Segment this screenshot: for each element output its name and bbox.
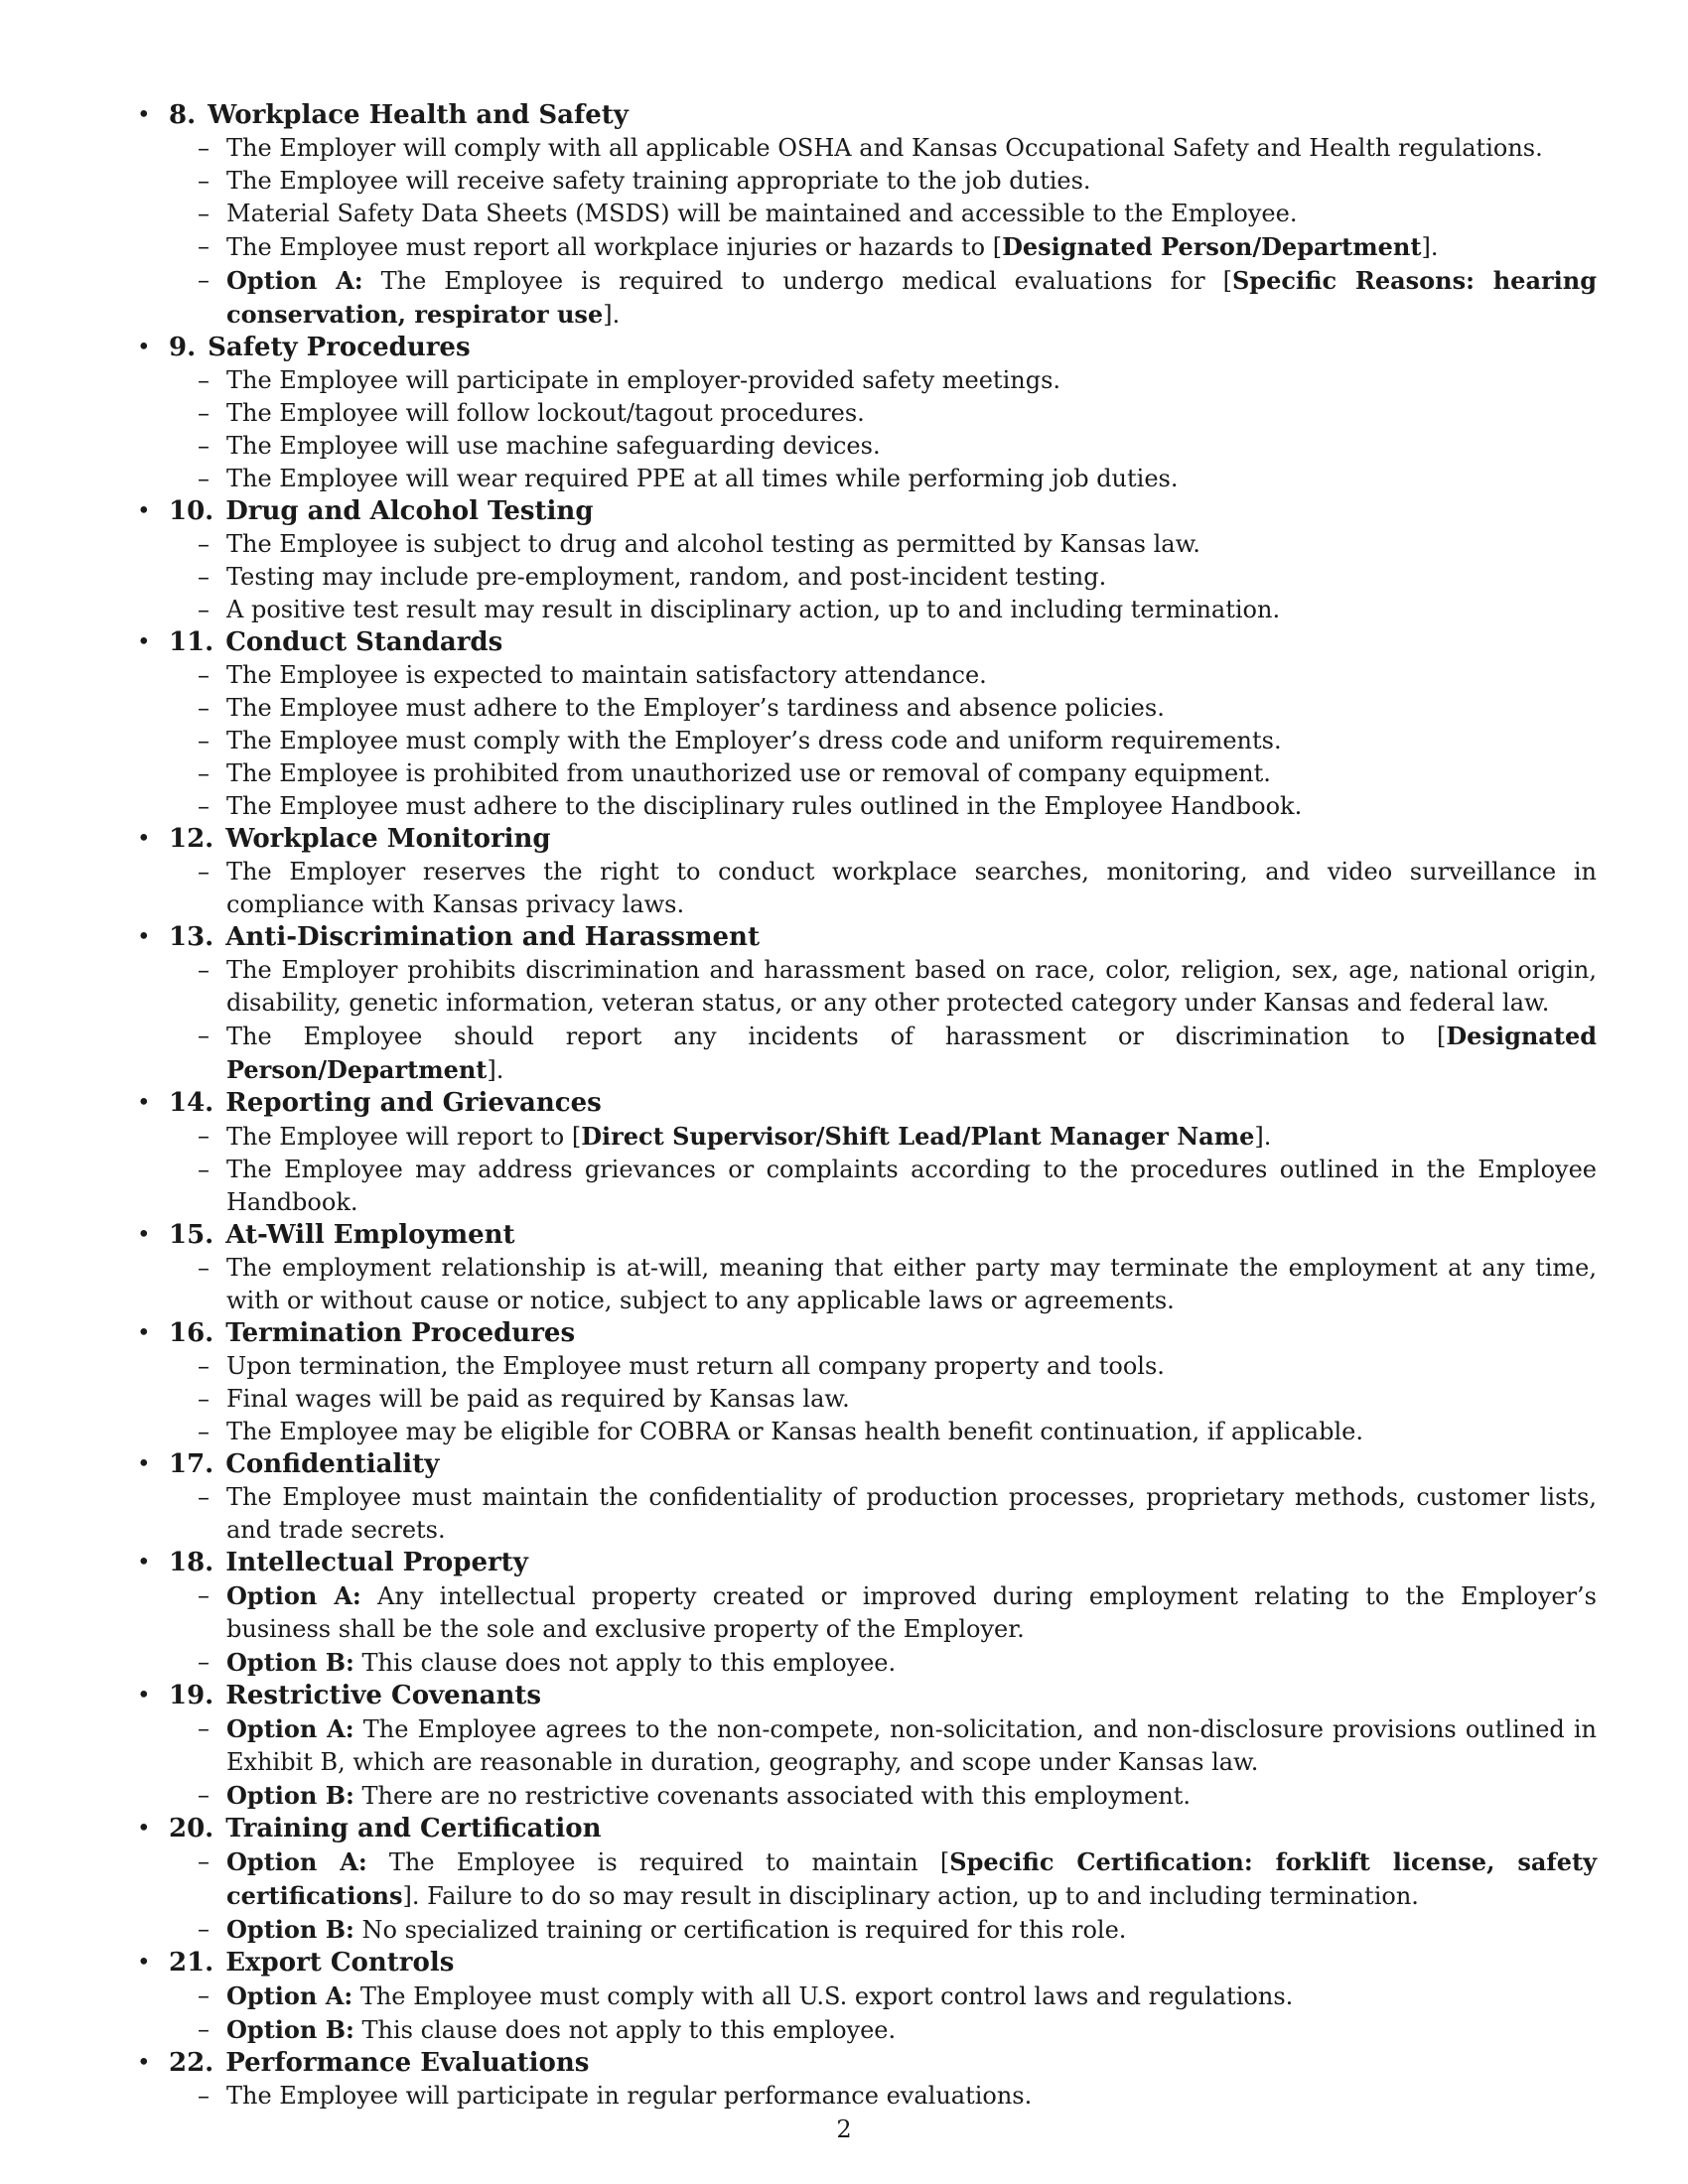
text-run: The Employee will participate in employer-provided safety meetings. [226, 366, 1061, 394]
bold-text: Option A: [226, 1981, 353, 2010]
dash-marker: – [198, 432, 210, 460]
dash-marker: – [198, 1385, 210, 1413]
section [137, 1317, 1597, 1448]
dash-marker: – [198, 1022, 210, 1049]
sub-item-list [169, 2080, 1597, 2113]
dash-marker: – [198, 563, 210, 591]
dash-marker: – [198, 399, 210, 427]
sub-item [198, 1120, 1597, 1154]
section-number: 15. [169, 1220, 214, 1250]
section-number: 14. [169, 1088, 214, 1118]
section-number: 11. [169, 627, 214, 657]
dash-marker: – [198, 1254, 210, 1282]
bold-text: Option A: [226, 266, 363, 295]
text-run: The Employee will wear required PPE at all times while performing job duties. [226, 465, 1179, 492]
section-heading [169, 1087, 1597, 1120]
section-number: 19. [169, 1681, 214, 1710]
bold-text: Option B: [226, 1781, 354, 1810]
dash-marker: – [198, 1418, 210, 1445]
bullet-marker: • [137, 498, 151, 524]
sub-item [198, 725, 1597, 757]
section-number: 20. [169, 1814, 214, 1843]
text-run: The Employee will follow lockout/tagout procedures. [226, 399, 865, 427]
sub-item [198, 1350, 1597, 1383]
dash-marker: – [198, 694, 210, 722]
sub-item [198, 1252, 1597, 1317]
dash-marker: – [198, 1352, 210, 1380]
dash-marker: – [198, 167, 210, 195]
section-number: 17. [169, 1449, 214, 1479]
section-heading [169, 2047, 1597, 2080]
sub-item [198, 1779, 1597, 1813]
text-run: The Employee will participate in regular performance evaluations. [226, 2082, 1033, 2110]
text-run: The Employee will report to [ [226, 1123, 582, 1151]
dash-marker: – [198, 530, 210, 558]
text-run: The Employee may be eligible for COBRA or Kansas health benefit continuation, if applicable. [226, 1418, 1363, 1445]
sub-item [198, 528, 1597, 561]
section-heading [169, 1813, 1597, 1845]
sub-item [198, 1712, 1598, 1779]
section-number: 8. [169, 100, 197, 130]
sub-item [198, 364, 1597, 397]
bullet-marker: • [137, 1816, 151, 1842]
text-run: The employment relationship is at-will, meaning that either party may terminate the employment at any time, with or without cause or notice, subject to any applicable laws or agreements. [226, 1254, 1597, 1314]
section-heading [169, 1219, 1597, 1252]
bullet-marker: • [137, 335, 151, 360]
sub-item-list [169, 1481, 1597, 1547]
dash-marker: – [198, 465, 210, 492]
dash-marker: – [198, 858, 210, 886]
section-heading [169, 1680, 1597, 1712]
text-run: The Employee must maintain the confidentiality of production processes, proprietary methods, customer lists, and trade secrets. [226, 1483, 1597, 1544]
text-run: The Employee will use machine safeguarding devices. [226, 432, 881, 460]
bold-text: Option B: [226, 2015, 354, 2044]
section-title: Reporting and Grievances [225, 1088, 602, 1118]
bold-text: Specific Reasons: hearing conservation, respirator use [226, 266, 1597, 329]
text-run: ]. [1421, 233, 1439, 261]
sub-item [198, 1979, 1597, 2013]
sub-item [198, 757, 1597, 790]
sub-item-list [169, 1712, 1597, 1813]
text-run: Any intellectual property created or improved during employment relating to the Employer’s business shall be the sole and exclusive property of the Employer. [226, 1582, 1597, 1643]
sub-item-list [169, 954, 1597, 1087]
dash-marker: – [198, 200, 210, 227]
section-heading [169, 1317, 1597, 1350]
sub-item-list [169, 659, 1597, 823]
section-title: Confidentiality [225, 1449, 440, 1479]
sub-item [198, 659, 1597, 692]
section [137, 2047, 1597, 2113]
section-number: 16. [169, 1318, 214, 1348]
bold-text: Option A: [226, 1847, 367, 1876]
bullet-marker: • [137, 1451, 151, 1477]
sub-item [198, 594, 1597, 626]
text-run: Material Safety Data Sheets (MSDS) will be maintained and accessible to the Employee. [226, 200, 1298, 227]
section-number: 13. [169, 922, 214, 952]
sub-item [198, 790, 1597, 823]
text-run: ]. [487, 1056, 504, 1084]
text-run: Upon termination, the Employee must return all company property and tools. [226, 1352, 1165, 1380]
sub-item [198, 230, 1597, 264]
bold-text: Designated Person/Department [226, 1022, 1597, 1084]
page-number: 2 [836, 2116, 852, 2143]
sub-item-list [169, 528, 1597, 626]
text-run: ]. [603, 301, 621, 329]
section-heading [169, 332, 1597, 364]
dash-marker: – [198, 661, 210, 689]
document-body [137, 99, 1597, 2113]
sub-item [198, 1579, 1597, 1646]
sub-item-list [169, 1979, 1597, 2047]
sub-item [198, 1845, 1598, 1913]
bullet-marker: • [137, 2050, 151, 2076]
bold-text: Direct Supervisor/Shift Lead/Plant Manager Name [581, 1122, 1255, 1151]
section [137, 495, 1597, 626]
section-title: Performance Evaluations [225, 2048, 590, 2078]
sub-item [198, 430, 1597, 463]
sub-item [198, 264, 1597, 332]
dash-marker: – [198, 1156, 210, 1183]
sub-item-list [169, 1120, 1597, 1219]
dash-marker: – [198, 366, 210, 394]
dash-marker: – [198, 232, 210, 260]
section [137, 99, 1597, 332]
sub-item [198, 2013, 1597, 2047]
text-run: This clause does not apply to this employee. [353, 1649, 897, 1677]
section-heading [169, 1547, 1597, 1579]
text-run: This clause does not apply to this employee. [353, 2016, 897, 2044]
section-heading [169, 1947, 1597, 1979]
bullet-marker: • [137, 1950, 151, 1976]
dash-marker: – [198, 1714, 210, 1742]
text-run: There are no restrictive covenants associated with this employment. [353, 1782, 1192, 1810]
sub-item [198, 165, 1597, 198]
section-title: Conduct Standards [225, 627, 503, 657]
text-run: The Employee must comply with all U.S. export control laws and regulations. [352, 1982, 1294, 2010]
sub-item-list [169, 1350, 1597, 1448]
bullet-marker: • [137, 629, 151, 655]
dash-marker: – [198, 759, 210, 787]
section-heading [169, 921, 1597, 954]
bullet-marker: • [137, 1683, 151, 1708]
sub-item [198, 1383, 1597, 1416]
text-run: ]. Failure to do so may result in disciplinary action, up to and including termination. [402, 1882, 1419, 1910]
sub-item [198, 1416, 1597, 1448]
dash-marker: – [198, 2082, 210, 2110]
dash-marker: – [198, 596, 210, 623]
dash-marker: – [198, 792, 210, 820]
sub-item [198, 1481, 1597, 1547]
text-run: The Employee is required to undergo medical evaluations for [ [362, 267, 1232, 295]
sub-item-list [169, 1579, 1597, 1680]
section [137, 1219, 1597, 1317]
section-number: 21. [169, 1948, 214, 1978]
bullet-marker: • [137, 1320, 151, 1346]
sub-item [198, 198, 1597, 230]
sub-item [198, 397, 1597, 430]
dash-marker: – [198, 1915, 210, 1943]
sub-item [198, 2080, 1597, 2113]
text-run: No specialized training or certification is required for this role. [353, 1916, 1127, 1944]
bullet-marker: • [137, 1550, 151, 1575]
section-title: Restrictive Covenants [225, 1681, 542, 1710]
section-heading [169, 626, 1597, 659]
dash-marker: – [198, 1581, 210, 1609]
section-number: 10. [169, 496, 214, 526]
text-run: The Employee is expected to maintain satisfactory attendance. [226, 661, 987, 689]
dash-marker: – [198, 1981, 210, 2009]
section [137, 823, 1597, 921]
sub-item-list [169, 132, 1597, 332]
bold-text: Specific Certification: forklift license, safety certifications [226, 1847, 1598, 1910]
sub-item [198, 561, 1597, 594]
text-run: The Employee is required to maintain [ [366, 1848, 950, 1876]
dash-marker: – [198, 2015, 210, 2043]
sub-item [198, 463, 1597, 495]
dash-marker: – [198, 134, 210, 162]
section-title: Safety Procedures [208, 333, 471, 362]
sub-item [198, 1646, 1597, 1680]
bold-text: Option A: [226, 1714, 354, 1743]
sub-item-list [169, 856, 1597, 921]
dash-marker: – [198, 266, 210, 294]
bullet-marker: • [137, 1222, 151, 1248]
sub-item-list [169, 364, 1597, 495]
section [137, 1448, 1597, 1547]
section-title: Termination Procedures [225, 1318, 576, 1348]
sub-item-list [169, 1252, 1597, 1317]
text-run: The Employee must comply with the Employer’s dress code and uniform requirements. [226, 727, 1282, 754]
sub-item [198, 856, 1597, 921]
section-title: Drug and Alcohol Testing [225, 496, 594, 526]
section [137, 921, 1597, 1087]
section-title: Workplace Monitoring [225, 824, 551, 854]
section-number: 22. [169, 2048, 214, 2078]
section [137, 1813, 1597, 1947]
section-number: 18. [169, 1548, 214, 1577]
text-run: Final wages will be paid as required by Kansas law. [226, 1385, 850, 1413]
section-heading [169, 495, 1597, 528]
text-run: The Employee should report any incidents of harassment or discrimination to [ [226, 1023, 1447, 1050]
section [137, 1087, 1597, 1219]
section-title: Training and Certification [225, 1814, 602, 1843]
text-run: The Employee may address grievances or complaints according to the procedures outlined in the Employee Handbook. [226, 1156, 1597, 1216]
section-heading [169, 823, 1597, 856]
dash-marker: – [198, 1648, 210, 1676]
bold-text: Option B: [226, 1648, 354, 1677]
section-title: At-Will Employment [225, 1220, 515, 1250]
section [137, 332, 1597, 495]
text-run: The Employee will receive safety training appropriate to the job duties. [226, 167, 1091, 195]
section [137, 1680, 1597, 1813]
dash-marker: – [198, 1781, 210, 1809]
text-run: The Employer will comply with all applicable OSHA and Kansas Occupational Safety and Health regulations. [226, 134, 1543, 162]
text-run: ]. [1254, 1123, 1272, 1151]
text-run: Testing may include pre-employment, random, and post-incident testing. [226, 563, 1107, 591]
bullet-marker: • [137, 826, 151, 852]
text-run: The Employee is prohibited from unauthorized use or removal of company equipment. [226, 759, 1271, 787]
text-run: A positive test result may result in disciplinary action, up to and including termination. [226, 596, 1281, 623]
section-title: Intellectual Property [225, 1548, 528, 1577]
bullet-marker: • [137, 102, 151, 128]
sub-item [198, 1154, 1597, 1219]
dash-marker: – [198, 1122, 210, 1150]
section-number: 12. [169, 824, 214, 854]
sub-item [198, 1020, 1597, 1087]
bold-text: Option B: [226, 1915, 354, 1944]
section [137, 1547, 1597, 1680]
text-run: The Employer prohibits discrimination and harassment based on race, color, religion, sex, age, national origin, disability, genetic information, veteran status, or any other protected category under Kansas and federal law. [226, 956, 1597, 1017]
sub-item [198, 954, 1597, 1020]
dash-marker: – [198, 956, 210, 984]
text-run: The Employer reserves the right to conduct workplace searches, monitoring, and video surveillance in compliance with Kansas privacy laws. [226, 858, 1597, 918]
section-title: Anti-Discrimination and Harassment [225, 922, 760, 952]
section-number: 9. [169, 333, 197, 362]
sub-item [198, 1913, 1597, 1947]
text-run: The Employee must adhere to the disciplinary rules outlined in the Employee Handbook. [226, 792, 1303, 820]
text-run: The Employee must adhere to the Employer’s tardiness and absence policies. [226, 694, 1165, 722]
text-run: The Employee must report all workplace injuries or hazards to [ [226, 233, 1003, 261]
sub-item-list [169, 1845, 1597, 1947]
dash-marker: – [198, 1483, 210, 1511]
text-run: The Employee agrees to the non-compete, non-solicitation, and non-disclosure provisions outlined in Exhibit B, which are reasonable in duration, geography, and scope under Kansas law. [226, 1715, 1598, 1776]
bold-text: Designated Person/Department [1002, 232, 1422, 261]
section-title: Workplace Health and Safety [208, 100, 629, 130]
section-heading [169, 1448, 1597, 1481]
dash-marker: – [198, 1847, 210, 1875]
sub-item [198, 132, 1597, 165]
text-run: The Employee is subject to drug and alcohol testing as permitted by Kansas law. [226, 530, 1200, 558]
bullet-marker: • [137, 1090, 151, 1116]
section-title: Export Controls [225, 1948, 455, 1978]
section [137, 1947, 1597, 2047]
bullet-marker: • [137, 924, 151, 950]
dash-marker: – [198, 727, 210, 754]
section-heading [169, 99, 1597, 132]
bold-text: Option A: [226, 1581, 361, 1610]
section [137, 626, 1597, 823]
sub-item [198, 692, 1597, 725]
